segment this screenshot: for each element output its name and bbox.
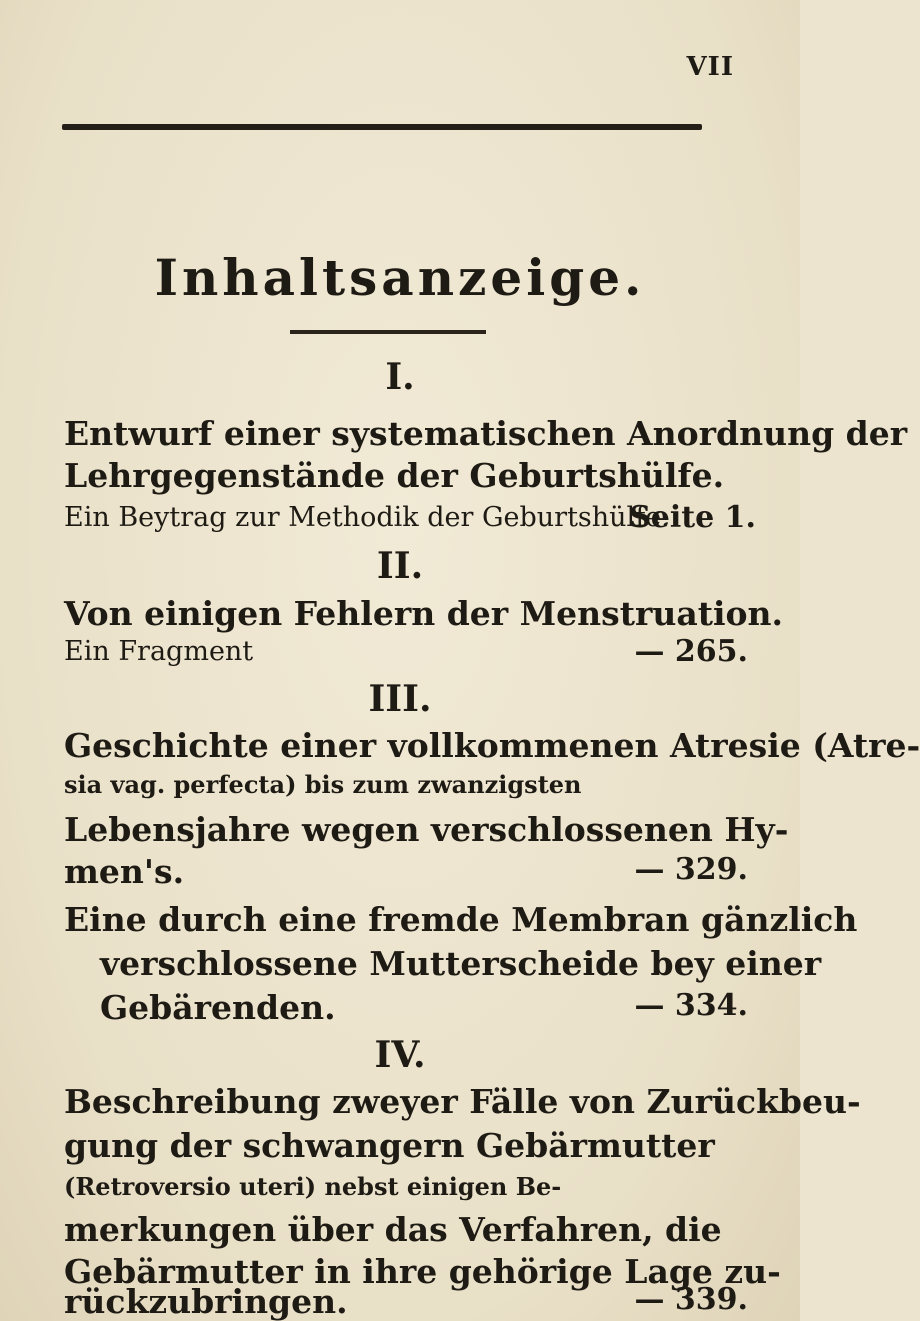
entry-subline: Ein Fragment (64, 636, 254, 667)
header-rule (62, 124, 702, 130)
page-title: Inhaltsanzeige. (154, 248, 646, 307)
page-ref: — 339. (634, 1282, 748, 1317)
entry-line: Geschichte einer vollkommenen Atresie (Atre- (64, 726, 920, 765)
entry-line: sia vag. perfecta) bis zum zwanzigsten (64, 770, 582, 799)
section-numeral-1: I. (385, 356, 415, 398)
entry-line: Von einigen Fehlern der Menstruation. (64, 594, 784, 633)
entry-line: Lehrgegenstände der Geburtshülfe. (64, 456, 725, 495)
entry-line: Beschreibung zweyer Fälle von Zurückbeu- (64, 1082, 861, 1121)
section-numeral-2: II. (376, 545, 424, 587)
entry-line: Eine durch eine fremde Membran gänzlich (64, 900, 858, 939)
entry-line: (Retroversio uteri) nebst einigen Be- (64, 1172, 562, 1201)
entry-line: verschlossene Mutterscheide bey einer (100, 944, 822, 983)
entry-line: men's. (64, 852, 185, 891)
page-number: VII (686, 52, 734, 82)
entry-line: merkungen über das Verfahren, die (64, 1210, 722, 1249)
page-ref: Seite 1. (629, 500, 756, 535)
section-numeral-3: III. (368, 678, 432, 720)
entry-line: Gebärenden. (100, 988, 336, 1027)
entry-line: Entwurf einer systematischen Anordnung der (64, 414, 908, 453)
page-ref: — 334. (634, 988, 748, 1023)
page-ref: — 265. (634, 634, 748, 669)
page-ref: — 329. (634, 852, 748, 887)
entry-line: rückzubringen. (64, 1282, 348, 1321)
entry-line: Gebärmutter in ihre gehörige Lage zu- (64, 1252, 781, 1291)
entry-line: Lebensjahre wegen verschlossenen Hy- (64, 810, 789, 849)
entry-line: gung der schwangern Gebärmutter (64, 1126, 715, 1165)
title-rule (290, 330, 486, 334)
entry-subline: Ein Beytrag zur Methodik der Geburtshülfe. (64, 502, 670, 533)
section-numeral-4: IV. (374, 1034, 426, 1076)
